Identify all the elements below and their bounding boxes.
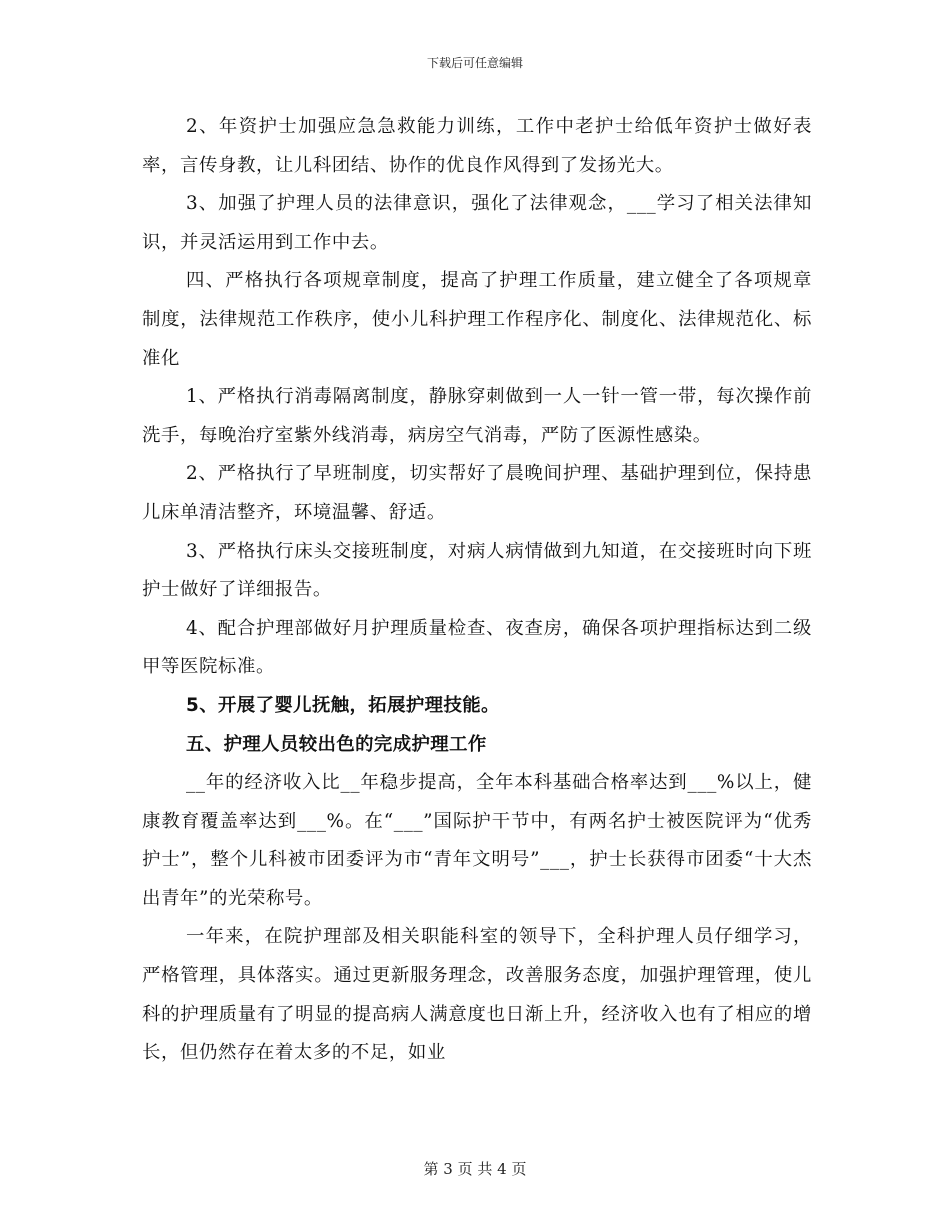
paragraph: __年的经济收入比__年稳步提高，全年本科基础合格率达到___%以上，健康教育覆盖率达到___%。在“___”国际护干节中，有两名护士被医院评为“优秀护士”，整个儿科被市团委评为市“青年文明号”___，护士长获得市团委“十大杰出青年”的光荣称号。 bbox=[142, 772, 812, 909]
section-heading: 五、护理人员较出色的完成护理工作 bbox=[186, 733, 487, 755]
paragraph: 3、加强了护理人员的法律意识，强化了法律观念，___学习了相关法律知识，并灵活运用到工作中去。 bbox=[142, 193, 812, 253]
paragraph: 一年来，在院护理部及相关职能科室的领导下，全科护理人员仔细学习，严格管理，具体落实。通过更新服务理念，改善服务态度，加强护理管理，使儿科的护理质量有了明显的提高病人满意度也日渐上升，经济收入也有了相应的增长，但仍然存在着太多的不足，如业 bbox=[142, 926, 812, 1064]
paragraph: 3、严格执行床头交接班制度，对病人病情做到九知道，在交接班时向下班护士做好了详细报告。 bbox=[142, 540, 812, 601]
paragraph: 4、配合护理部做好月护理质量检查、夜查房，确保各项护理指标达到二级甲等医院标准。 bbox=[142, 617, 812, 678]
paragraph: 1、严格执行消毒隔离制度，静脉穿刺做到一人一针一管一带，每次操作前洗手，每晚治疗室紫外线消毒，病房空气消毒，严防了医源性感染。 bbox=[142, 386, 812, 446]
document-body bbox=[142, 108, 812, 1073]
page-footer: 第 3 页 共 4 页 bbox=[423, 1160, 527, 1178]
bold-paragraph: 5、开展了婴儿抚触，拓展护理技能。 bbox=[186, 694, 500, 716]
page-header: 下载后可任意编辑 bbox=[426, 56, 523, 70]
paragraph: 2、严格执行了早班制度，切实帮好了晨晚间护理、基础护理到位，保持患儿床单清洁整齐，环境温馨、舒适。 bbox=[142, 463, 812, 523]
paragraph: 2、年资护士加强应急急救能力训练，工作中老护士给低年资护士做好表率，言传身教，让儿科团结、协作的优良作风得到了发扬光大。 bbox=[142, 116, 812, 176]
paragraph: 四、严格执行各项规章制度，提高了护理工作质量，建立健全了各项规章制度，法律规范工作秩序，使小儿科护理工作程序化、制度化、法律规范化、标准化 bbox=[142, 270, 812, 369]
